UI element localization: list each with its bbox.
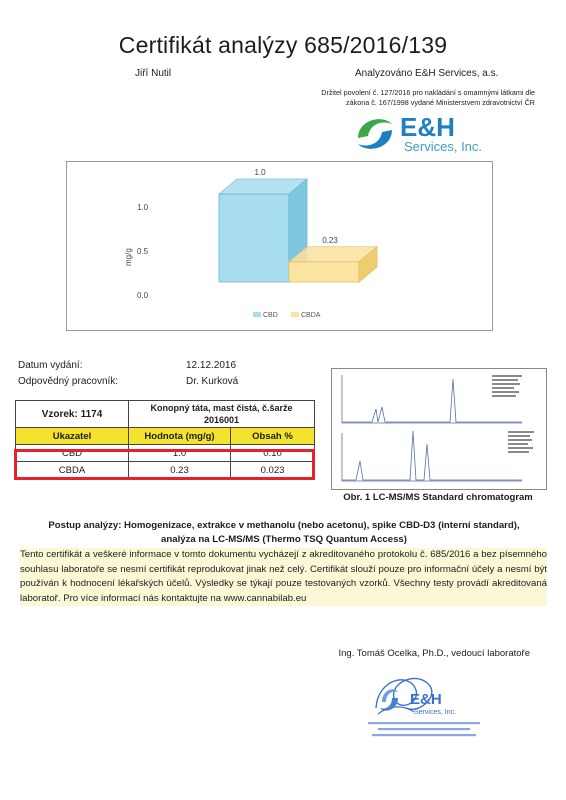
client-name: Jiří Nutil (135, 68, 172, 79)
sample-row (16, 401, 315, 428)
company-stamp (358, 668, 488, 752)
data-label-cbda: 0.23 (322, 235, 338, 245)
bar-front-cbda (289, 262, 359, 282)
col-header-indicator: Ukazatel (16, 428, 129, 445)
legend-swatch-cbd (253, 312, 261, 317)
chromatogram-caption: Obr. 1 LC-MS/MS Standard chromatogram (343, 492, 533, 503)
sample-description (129, 401, 315, 428)
cell-value: 1.0 (129, 445, 231, 462)
cell-indicator: CBDA (16, 462, 129, 479)
chromatogram-plot (332, 369, 546, 489)
cell-value: 0.23 (129, 462, 231, 479)
legend-swatch-cbda (291, 312, 299, 317)
legend-label-cbd: CBD (263, 312, 278, 319)
disclaimer-text: Tento certifikát a veškeré informace v tomto dokumentu vycházejí z akreditovaného protokolu č. 685/2016 a bez písemného souhlasu laboratoře se nesmí certifikát reprodukovat jinak než celý. Certifikát slouží pouze pro informační účely a nesmí být používán k hodnocení lékařských účelů. Výsledky se týkají pouze testovaných vzorků. Všechny testy provádí akreditovaná laboratoř. Pro více informací nás kontaktujte na www.cannabilab.eu (20, 548, 547, 606)
cell-content: 0.10 (231, 445, 315, 462)
signer-name: Ing. Tomáš Ocelka, Ph.D., vedoucí laboratoře (338, 648, 530, 659)
col-header-value: Hodnota (mg/g) (129, 428, 231, 445)
cell-content: 0.023 (231, 462, 315, 479)
company-logo (352, 108, 512, 156)
method-line-2: analýza na LC-MS/MS (Thermo TSQ Quantum Access) (161, 534, 407, 545)
logo-brand: E&H (400, 112, 455, 142)
issue-date-value: 12.12.2016 (186, 360, 237, 371)
stamp-sub: Services, Inc. (414, 709, 457, 716)
y-axis-label: mg/g (124, 248, 133, 266)
col-header-content: Obsah % (231, 428, 315, 445)
sample-label: Vzorek: 1174 (16, 401, 129, 428)
logo-swirl-icon (352, 108, 512, 156)
stamp-graphic (358, 668, 488, 752)
permit-line-2: zákona č. 167/1998 vydané Ministerstvem zdravotnictví ČR (346, 98, 535, 107)
logo-sub: Services, Inc. (404, 139, 483, 154)
data-label-cbd: 1.0 (254, 168, 266, 177)
y-tick-label: 1.0 (137, 203, 149, 212)
responsible-label: Odpovědný pracovník: (18, 376, 119, 387)
permit-text (280, 88, 535, 108)
sample-desc-line-2: 2016001 (203, 415, 240, 425)
analysis-method (20, 519, 548, 547)
lab-name: Analyzováno E&H Services, a.s. (355, 68, 499, 79)
stamp-brand: E&H (410, 691, 442, 708)
header-row (16, 428, 315, 445)
results-chart (66, 161, 493, 331)
responsible-value: Dr. Kurková (186, 376, 239, 387)
sample-desc-line-1: Konopný táta, mast čistá, č.šarže (150, 403, 293, 413)
bar-front-cbd (219, 194, 289, 282)
chromatogram-image (331, 368, 547, 490)
chart-svg (67, 162, 492, 330)
issue-date-label: Datum vydání: (18, 360, 83, 371)
method-line-1: Postup analýzy: Homogenizace, extrakce v methanolu (nebo acetonu), spike CBD-D3 (interní standard), (48, 520, 520, 531)
permit-line-1: Držitel povolení č. 127/2016 pro nakládání s omamnými látkami dle (321, 88, 535, 97)
y-tick-label: 0.5 (137, 247, 149, 256)
y-tick-label: 0.0 (137, 291, 149, 300)
legend-label-cbda: CBDA (301, 312, 321, 319)
highlight-box (14, 449, 315, 480)
cell-indicator: CBD (16, 445, 129, 462)
certificate-title: Certifikát analýzy 685/2016/139 (118, 32, 448, 58)
